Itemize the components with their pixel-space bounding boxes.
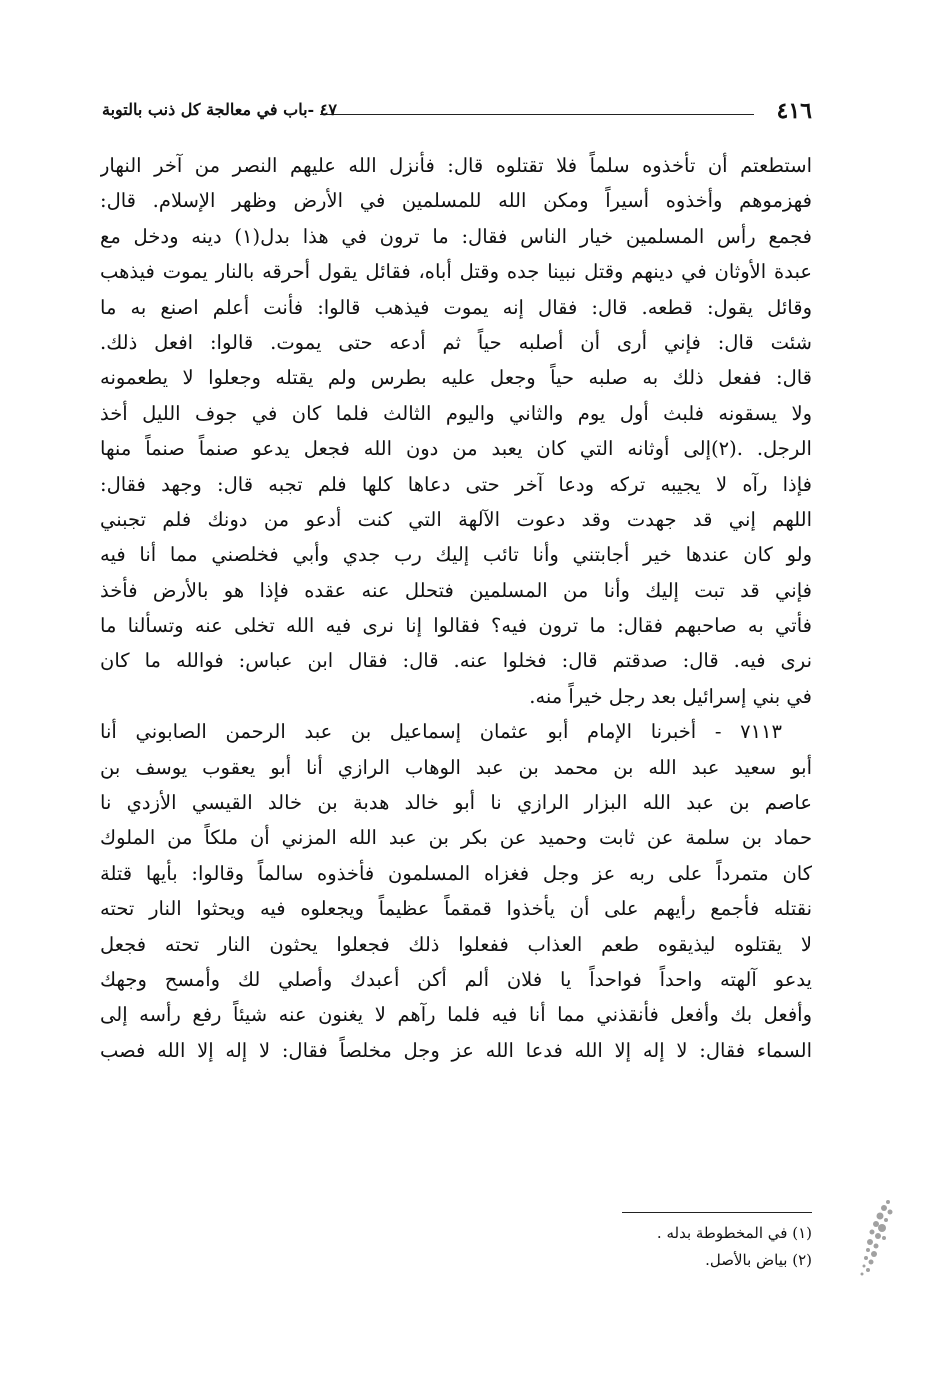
page-header bbox=[102, 84, 812, 124]
text-line: عبدة الأوثان في دينهم وقتل نبينا جده وقتل أباه، فقائل يقول أحرقه بالنار يموت فيذهب bbox=[100, 260, 812, 284]
text-line: نقتله فأجمع رأيهم على أن يأخذوا قمقماً عظيماً ويجعلوه فيه ويحثوا النار تحته bbox=[100, 897, 812, 921]
text-line: فأتي به صاحبهم فقال: ما ترون فيه؟ فقالوا إنا نرى فيه الله تخلى عنه وتسألنا ما bbox=[100, 614, 812, 638]
text-line: فإني قد تبت إليك وأنا من المسلمين فتحلل عنه عقده فإذا هو بالأرض فأخذ bbox=[100, 578, 812, 602]
page-number: ٤١٦ bbox=[776, 98, 812, 124]
text-line: شئت قال: فإني أرى أن أصلبه حياً ثم أدعه حتى يموت. قالوا: افعل ذلك. bbox=[100, 330, 812, 354]
text-line: حماد بن سلمة عن ثابت وحميد عن بكر بن عبد الله المزني أن ملكاً من الملوك bbox=[100, 826, 812, 850]
text-line: استطعتم أن تأخذوه سلماً فلا تقتلوه قال: فأنزل الله عليهم النصر من آخر النهار bbox=[100, 154, 812, 177]
body-text bbox=[100, 148, 812, 1068]
footnote: (١) في المخطوطة بدله . bbox=[656, 1224, 812, 1242]
running-title: ٤٧ -باب في معالجة كل ذنب بالتوبة bbox=[102, 100, 337, 119]
footnotes bbox=[412, 1220, 812, 1274]
text-line: في بني إسرائيل بعد رجل خيراً منه. bbox=[529, 684, 812, 708]
text-line: فهزموهم وأخذوه أسيراً ومكن الله للمسلمين في الأرض وظهر الإسلام. قال: bbox=[100, 189, 812, 213]
hadith-number-line: ٧١١٣ - أخبرنا الإمام أبو عثمان إسماعيل بن عبد الرحمن الصابوني أنا bbox=[100, 720, 782, 744]
text-line: ولا يسقونه فلبث أول يوم والثاني واليوم الثالث فلما كان في جوف الليل أخذ bbox=[100, 401, 812, 425]
footnote: (٢) بياض بالأصل. bbox=[705, 1251, 812, 1269]
footnote-rule bbox=[622, 1212, 812, 1213]
scan-smudge-mark bbox=[858, 1196, 904, 1280]
text-line: فإذا رآه لا يجيبه تركه ودعا آخر حتى دعاها كلها فلم تجبه قال: وجهد فقال: bbox=[100, 472, 812, 496]
text-line: وأفعل بك وأفعل فأنقذني مما أنا فيه فلما رآهم لا يغنون عنه شيئاً رفع رأسه إلى bbox=[100, 1003, 812, 1027]
text-line: السماء فقال: لا إله إلا الله فدعا الله عز وجل مخلصاً فقال: لا إله إلا الله فصب bbox=[100, 1038, 812, 1062]
header-rule bbox=[320, 114, 754, 115]
text-line: ولو كان عندها خير أجابتني وأنا تائب إليك رب جدي وأبي فخلصني مما أنا فيه bbox=[100, 543, 812, 567]
text-line: الرجل. .(٢)إلى أوثانه التي كان يعبد من دون الله فجعل يدعو صنماً صنماً منها bbox=[100, 437, 812, 461]
text-line: أبو سعيد عبد الله بن محمد بن عبد الوهاب الرازي أنا أبو يعقوب يوسف بن bbox=[100, 755, 812, 779]
text-line: اللهم إني قد جهدت وقد دعوت الآلهة التي كنت أدعو من دونك فلم تجبني bbox=[100, 507, 812, 531]
text-line: عاصم بن عبد الله البزار الرازي نا أبو خالد هدبة بن خالد القيسي الأزدي نا bbox=[100, 791, 812, 815]
text-line: وقائل يقول: قطعه. قال: فقال إنه يموت فيذهب قالوا: فأنت أعلم اصنع به ما bbox=[100, 295, 812, 319]
text-line: قال: ففعل ذلك به صلبه حياً وجعل عليه بطرس ولم يقتله وجعلوا لا يطعمونه bbox=[100, 366, 812, 390]
text-line: نرى فيه. قال: صدقتم قال: فخلوا عنه. قال: فقال ابن عباس: فوالله ما كان bbox=[100, 649, 812, 673]
text-line: لا يقتلوه ليذيقوه طعم العذاب ففعلوا ذلك فجعلوا يحثون النار تحته فجعل bbox=[100, 932, 812, 956]
text-line: يدعو آلهته واحداً فواحداً يا فلان ألم أكن أعبدك وأصلي لك وأمسح وجهك bbox=[100, 967, 812, 991]
text-line: كان متمرداً على ربه عز وجل فغزاه المسلمون فأخذوه سالماً وقالوا: بأيها قتلة bbox=[100, 861, 812, 885]
text-line: فجمع رأس المسلمين خيار الناس فقال: ما ترون في هذا بدل(١) دينه ودخل مع bbox=[100, 224, 812, 248]
